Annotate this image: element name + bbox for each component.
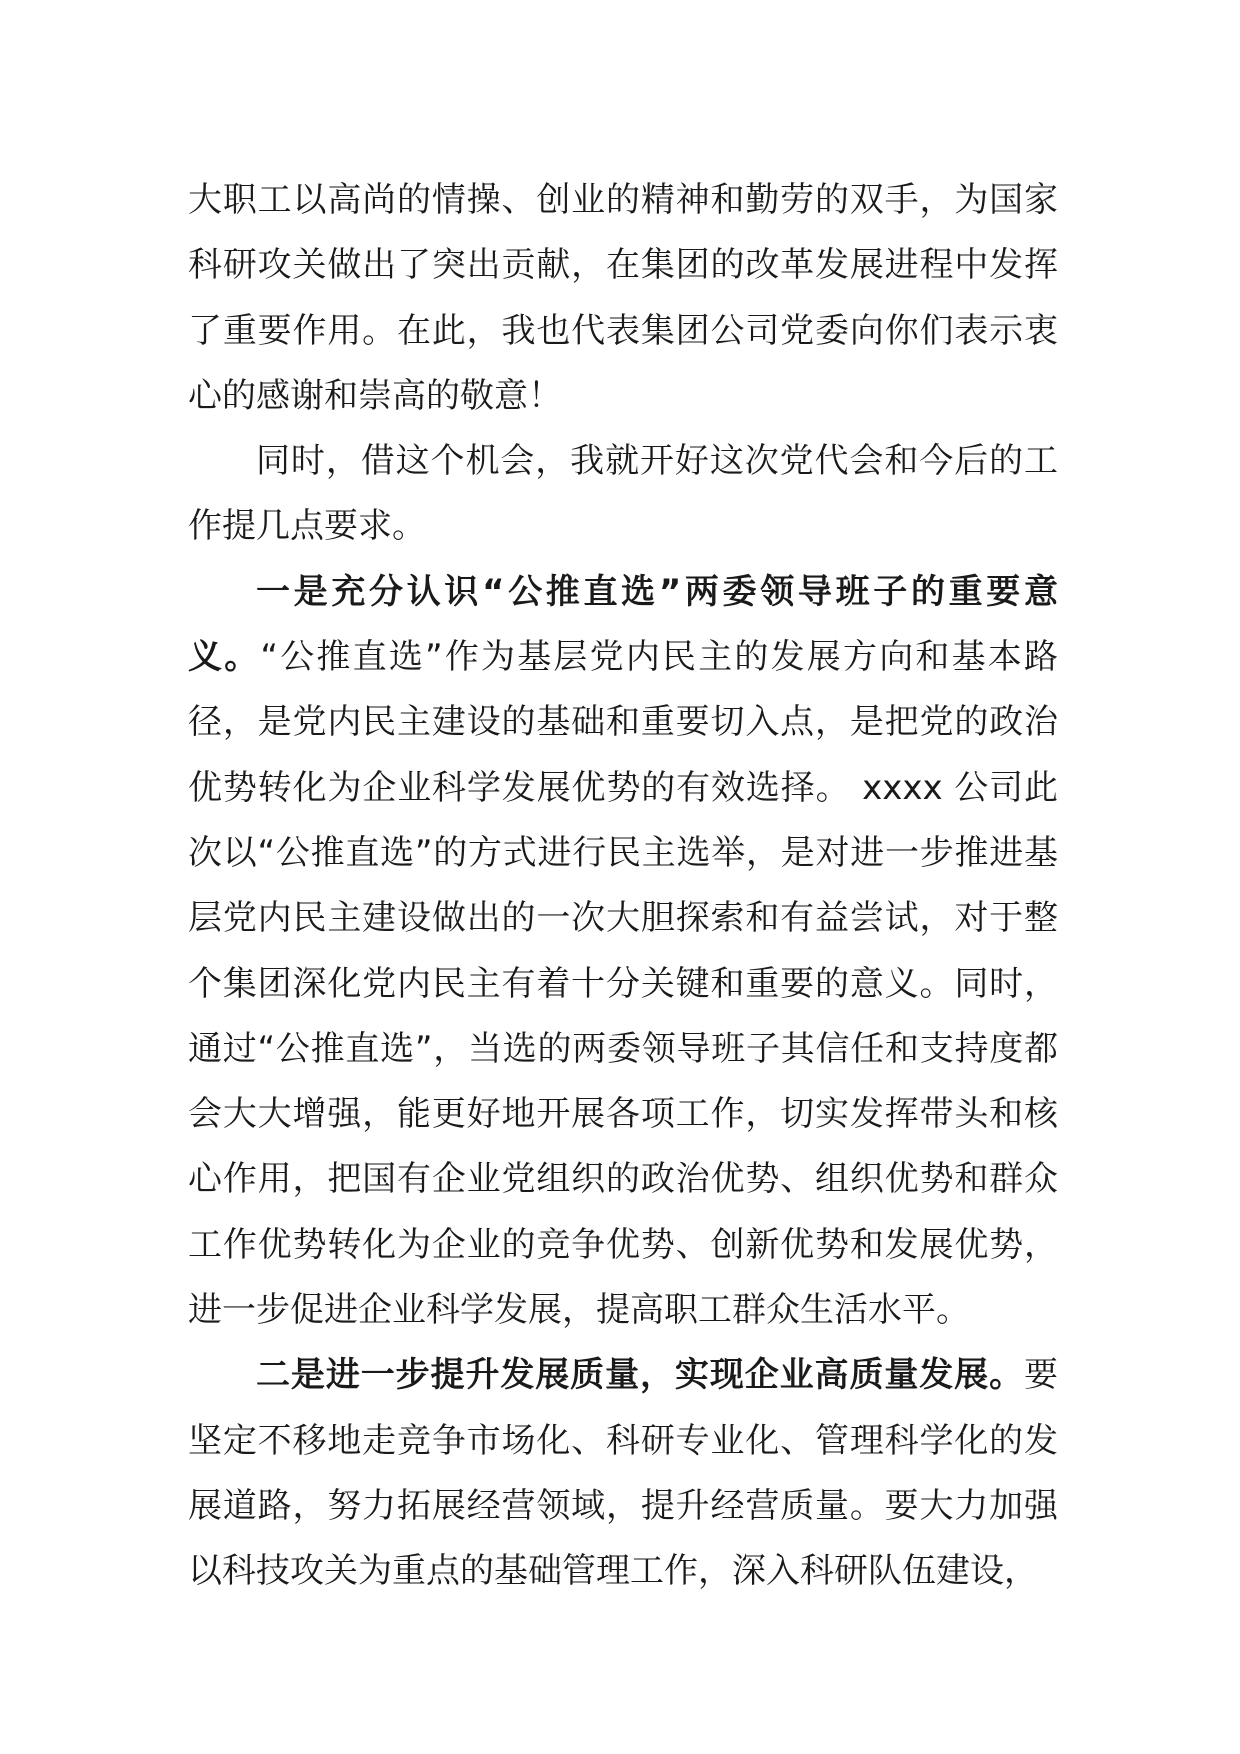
paragraph-4-text: 要坚定不移地走竞争市场化、科研专业化、管理科学化的发展道路，努力拓展经营领域，提升经营质量。要大力加强以科技攻关为重点的基础管理工作，深入科研队伍建设，: [188, 1355, 1058, 1592]
paragraph-2-text: 同时，借这个机会，我就开好这次党代会和今后的工作提几点要求。: [188, 441, 1058, 547]
paragraph-4-heading: 二是进一步提升发展质量，实现企业高质量发展。: [256, 1355, 1024, 1396]
paragraph-1-text: 大职工以高尚的情操、创业的精神和勤劳的双手，为国家科研攻关做出了突出贡献，在集团的改革发展进程中发挥了重要作用。在此，我也代表集团公司党委向你们表示衷心的感谢和崇高的敬意！: [188, 180, 1058, 416]
paragraph-3-heading: 一是充分认识“公推直选”两委领导班子的重要意义。: [188, 571, 1058, 678]
paragraph-3: [188, 560, 1058, 1344]
paragraph-3-text: “公推直选”作为基层党内民主的发展方向和基本路径，是党内民主建设的基础和重要切入点，是把党的政治优势转化为企业科学发展优势的有效选择。 xxxx 公司此次以“公推直选”的方式进行民主选举，是对进一步推进基层党内民主建设做出的一次大胆探索和有益尝试，对于整个集团深化党内民主有着十分关键和重要的意义。同时，通过“公推直选”，当选的两委领导班子其信任和支持度都会大大增强，能更好地开展各项工作，切实发挥带头和核心作用，把国有企业党组织的政治优势、组织优势和群众工作优势转化为企业的竞争优势、创新优势和发展优势，进一步促进企业科学发展，提高职工群众生活水平。: [188, 637, 1059, 1331]
paragraph-1: [188, 168, 1058, 429]
paragraph-2: [188, 429, 1058, 560]
paragraph-4: [188, 1343, 1058, 1604]
document-page: [188, 168, 1058, 1605]
